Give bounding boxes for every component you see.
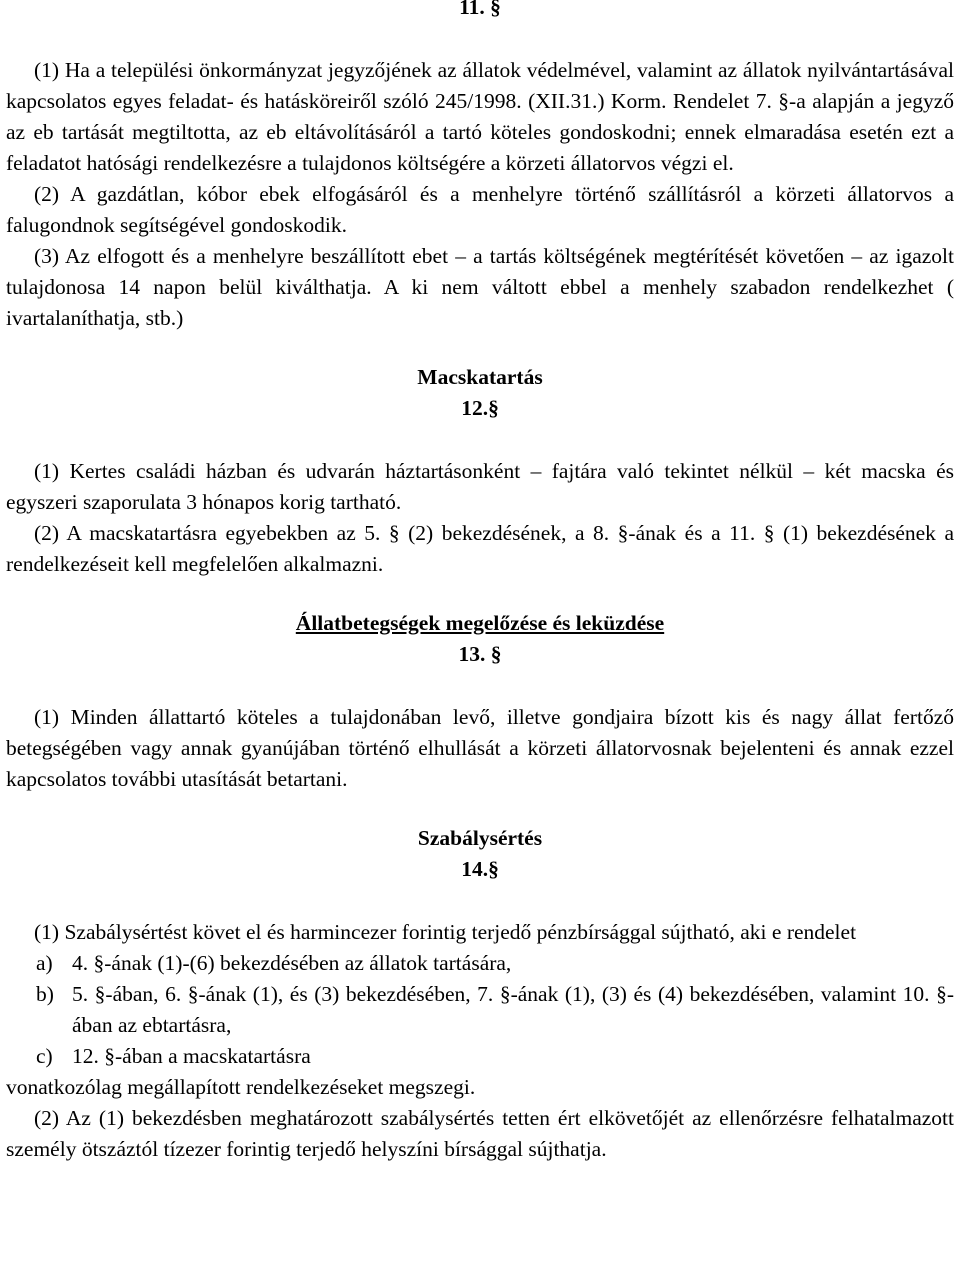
section-12-paragraph-2: (2) A macskatartásra egyebekben az 5. § (2) bekezdésének, a 8. §-ának és a 11. § (1) bekezdésének a rendelkezéseit kell megfelelően alkalmazni.	[6, 521, 954, 576]
list-marker: a)	[36, 951, 53, 975]
section-11-number: 11. §	[459, 0, 501, 19]
section-12-paragraph-1: (1) Kertes családi házban és udvarán háztartásonként – fajtára való tekintet nélkül – két macska és egyszeri szaporulata 3 hónapos korig tartható.	[6, 459, 954, 514]
list-text: 12. §-ában a macskatartásra	[72, 1044, 311, 1068]
section-14-paragraph-1-end: vonatkozólag megállapított rendelkezéseket megszegi.	[6, 1075, 476, 1099]
section-12-number: 12.§	[461, 396, 499, 420]
section-11-paragraph-2: (2) A gazdátlan, kóbor ebek elfogásáról és a menhelyre történő szállításról a körzeti állatorvos a falugondnok segítségével gondoskodik.	[6, 182, 954, 237]
section-13-paragraph-1: (1) Minden állattartó köteles a tulajdonában levő, illetve gondjaira bízott kis és nagy állat fertőző betegségében vagy annak gyanújában történő elhullását a körzeti állatorvosnak bejelenteni és annak ezzel kapcsolatos további utasítását betartani.	[6, 705, 954, 791]
section-14-list	[6, 948, 954, 1072]
section-14-paragraph-1: (1) Szabálysértést követ el és harmincezer forintig terjedő pénzbírsággal sújtható, aki e rendelet	[34, 920, 857, 944]
list-item	[6, 979, 954, 1041]
section-13-heading: Állatbetegségek megelőzése és leküzdése	[295, 611, 665, 635]
section-12-heading: Macskatartás	[417, 365, 543, 389]
list-item	[6, 948, 954, 979]
section-14-number: 14.§	[461, 857, 499, 881]
list-marker: c)	[36, 1044, 53, 1068]
section-14-heading: Szabálysértés	[417, 826, 543, 850]
document-page	[6, 0, 954, 1165]
section-11-paragraph-1: (1) Ha a települési önkormányzat jegyzőjének az állatok védelmével, valamint az állatok nyilvántartásával kapcsolatos egyes feladat- és hatásköreiről szóló 245/1998. (XII.31.) Korm. Rendelet 7. §-a alapján a jegyző az eb tartását megtiltotta, az eb eltávolításáról a tartó köteles gondoskodni; ennek elmaradása esetén ezt a feladatot hatósági rendelkezésre a tulajdonos költségére a körzeti állatorvos végzi el.	[6, 58, 954, 175]
list-marker: b)	[36, 982, 54, 1006]
section-11-paragraph-3: (3) Az elfogott és a menhelyre beszállított ebet – a tartás költségének megtérítését követően – az igazolt tulajdonosa 14 napon belül kiválthatja. A ki nem váltott ebbel a menhely szabadon rendelkezhet ( ivartalaníthatja, stb.)	[6, 244, 954, 330]
list-text: 4. §-ának (1)-(6) bekezdésében az állatok tartására,	[72, 951, 512, 975]
section-13-number: 13. §	[458, 642, 502, 666]
list-item	[6, 1041, 954, 1072]
section-14-paragraph-2: (2) Az (1) bekezdésben meghatározott szabálysértés tetten ért elkövetőjét az ellenőrzésre felhatalmazott személy ötszáztól tízezer forintig terjedő helyszíni bírsággal sújthatja.	[6, 1106, 954, 1161]
list-text: 5. §-ában, 6. §-ának (1), és (3) bekezdésében, 7. §-ának (1), (3) és (4) bekezdésében, valamint 10. §-ában az ebtartásra,	[72, 982, 954, 1037]
